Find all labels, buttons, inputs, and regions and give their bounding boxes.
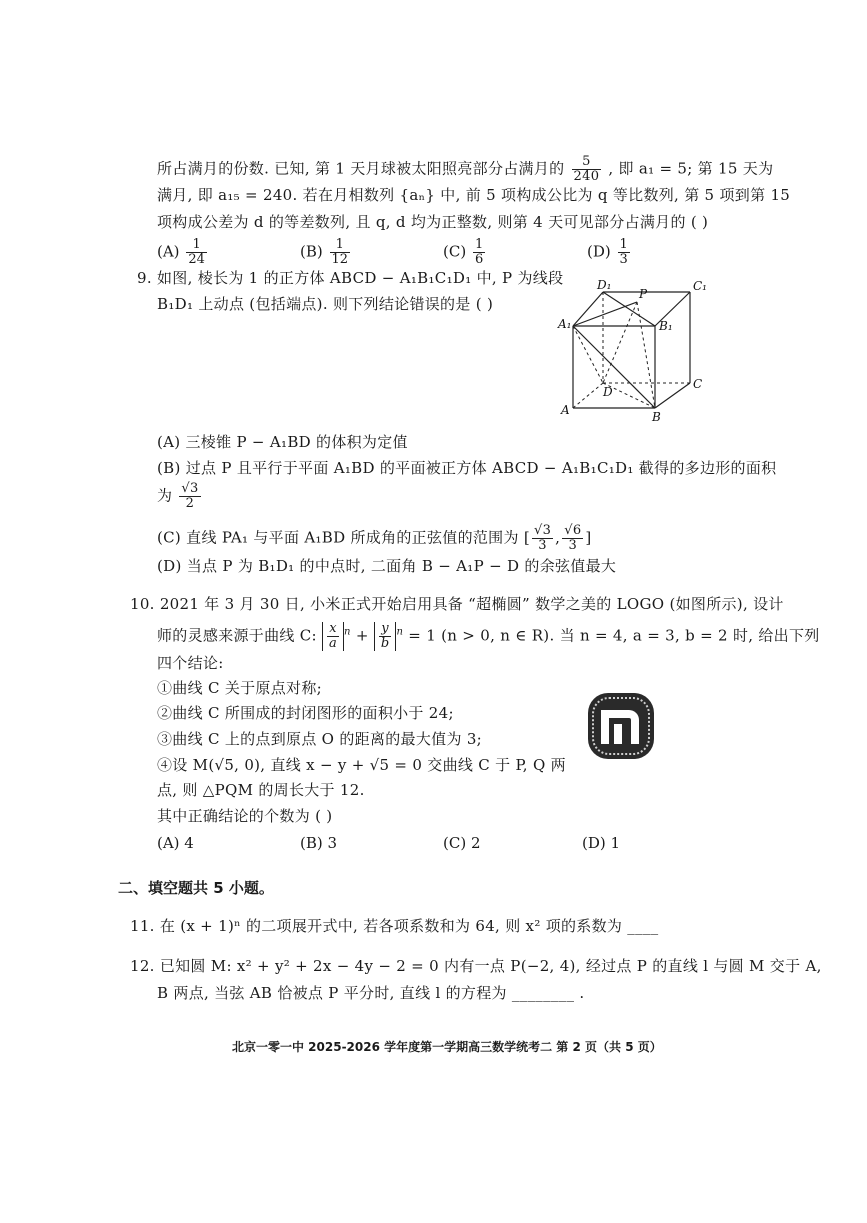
q9-option-c: (C) 直线 PA₁ 与平面 A₁BD 所成角的正弦值的范围为 [ $\frac{√3}{3}$ , $\frac{√6}{3}$ ] xyxy=(157,523,592,553)
q10-option-d: (D) 1 xyxy=(582,834,621,852)
q8-fraction xyxy=(572,155,602,184)
q8-option-d xyxy=(587,238,632,267)
q8-option-b-den: 12 xyxy=(331,252,349,267)
q9-option-b-line2 xyxy=(157,482,203,511)
q9-option-b-line1: (B) 过点 P 且平行于平面 A₁BD 的平面被正方体 ABCD − A₁B₁C₁D₁ 截得的多边形的面积 xyxy=(157,459,777,477)
q8-option-b-label: (B) xyxy=(300,242,323,261)
q8-option-d-num: 1 xyxy=(619,237,628,252)
q10-line2: 师的灵感来源于曲线 C: $\frac{x}{a}$ $^n$ + $\frac{y}{b}$ $^n$ = 1 (n > 0, n ∈ R). 当 n = 4, a = 3, b = 2 时, 给出下列 xyxy=(157,621,820,651)
label-a: A xyxy=(561,403,570,417)
q10-line3: 四个结论: xyxy=(157,654,224,672)
q10-question: 其中正确结论的个数为 ( ) xyxy=(157,807,333,825)
xiaomi-logo-image xyxy=(585,690,657,762)
q8-option-b xyxy=(300,238,352,267)
q8-line1-tail: , 即 a₁ = 5; 第 15 天为 xyxy=(608,159,774,178)
q11: 11. 在 (x + 1)ⁿ 的二项展开式中, 若各项系数和为 64, 则 x² 项的系数为 ____ xyxy=(130,917,659,935)
cube-figure xyxy=(555,278,715,428)
label-d1: D₁ xyxy=(597,278,612,292)
q10-option-c: (C) 2 xyxy=(443,834,481,852)
label-a1: A₁ xyxy=(558,317,572,331)
q9-option-a: (A) 三棱锥 P − A₁BD 的体积为定值 xyxy=(157,433,408,451)
q8-line2: 满月, 即 a₁₅ = 240. 若在月相数列 {aₙ} 中, 前 5 项构成公比为 q 等比数列, 第 5 项到第 15 xyxy=(157,186,791,204)
q8-option-b-num: 1 xyxy=(330,238,351,253)
q8-frac-den: 240 xyxy=(573,169,600,184)
q10-conclusion-3: ③曲线 C 上的点到原点 O 的距离的最大值为 3; xyxy=(157,730,483,748)
label-b1: B₁ xyxy=(659,319,673,333)
label-p: P xyxy=(639,287,648,301)
q9-option-c-d1: 3 xyxy=(538,538,547,553)
label-c1: C₁ xyxy=(693,279,707,293)
q10-option-b: (B) 3 xyxy=(300,834,338,852)
q10-conclusion-1: ①曲线 C 关于原点对称; xyxy=(157,679,322,697)
q9-option-c-d2: 3 xyxy=(568,538,578,553)
q10-line2-text: 师的灵感来源于曲线 C: xyxy=(157,626,317,645)
q9-option-c-text: (C) 直线 PA₁ 与平面 A₁BD 所成角的正弦值的范围为 [ xyxy=(157,528,530,547)
q8-option-d-den: 3 xyxy=(619,252,628,267)
page-footer: 北京一零一中 2025-2026 学年度第一学期高三数学统考二 第 2 页（共 5 页） xyxy=(232,1040,662,1054)
q10-conclusion-2: ②曲线 C 所围成的封闭图形的面积小于 24; xyxy=(157,704,454,722)
q8-option-a-den: 24 xyxy=(188,252,205,267)
q10-line1: 10. 2021 年 3 月 30 日, 小米正式开始启用具备 “超椭圆” 数学之美的 LOGO (如图所示), 设计 xyxy=(130,595,784,613)
label-b: B xyxy=(652,410,661,424)
q12-line1: 12. 已知圆 M: x² + y² + 2x − 4y − 2 = 0 内有一点 P(−2, 4), 经过点 P 的直线 l 与圆 M 交于 A, xyxy=(130,957,822,975)
q9-option-d: (D) 当点 P 为 B₁D₁ 的中点时, 二面角 B − A₁P − D 的余弦值最大 xyxy=(157,557,617,575)
q9-option-b-num: √3 xyxy=(181,481,199,496)
q8-option-c xyxy=(443,238,487,267)
q9-option-b-prefix: 为 xyxy=(157,486,173,505)
q8-option-a-num: 1 xyxy=(186,238,207,253)
q10-conclusion-4a: ④设 M(√5, 0), 直线 x − y + √5 = 0 交曲线 C 于 P, Q 两 xyxy=(157,756,566,774)
q8-option-c-num: 1 xyxy=(474,237,484,252)
q8-option-a-label: (A) xyxy=(157,242,180,261)
q10-option-a: (A) 4 xyxy=(157,834,194,852)
label-d: D xyxy=(603,385,613,399)
q10-line2-tail: = 1 (n > 0, n ∈ R). 当 n = 4, a = 3, b = 2 时, 给出下列 xyxy=(408,626,820,645)
q10-conclusion-4b: 点, 则 △PQM 的周长大于 12. xyxy=(157,781,365,799)
q9-line1: 9. 如图, 棱长为 1 的正方体 ABCD − A₁B₁C₁D₁ 中, P 为线段 xyxy=(137,269,564,287)
q9-option-b-den: 2 xyxy=(185,496,195,511)
q8-line1-text: 所占满月的份数. 已知, 第 1 天月球被太阳照亮部分占满月的 xyxy=(157,159,565,178)
q12-line2: B 两点, 当弦 AB 恰被点 P 平分时, 直线 l 的方程为 ________ . xyxy=(157,984,585,1002)
q8-line3: 项构成公差为 d 的等差数列, 且 q, d 均为正整数, 则第 4 天可见部分占满月的 ( ) xyxy=(157,213,709,231)
q8-line1 xyxy=(157,155,773,184)
q9-line2: B₁D₁ 上动点 (包括端点). 则下列结论错误的是 ( ) xyxy=(157,295,494,313)
q8-frac-num: 5 xyxy=(572,155,602,170)
q8-option-a xyxy=(157,238,209,267)
q8-option-c-label: (C) xyxy=(443,242,467,261)
label-c: C xyxy=(693,377,703,391)
q9-option-c-n1: √3 xyxy=(534,523,552,538)
q8-option-c-den: 6 xyxy=(474,252,484,267)
q8-option-d-label: (D) xyxy=(587,242,611,261)
section-heading: 二、填空题共 5 小题。 xyxy=(118,879,274,897)
q9-option-c-n2: √6 xyxy=(564,523,582,538)
abs-y-over-b: $\frac{y}{b}$ xyxy=(374,622,397,651)
abs-x-over-a: $\frac{x}{a}$ xyxy=(322,622,344,651)
